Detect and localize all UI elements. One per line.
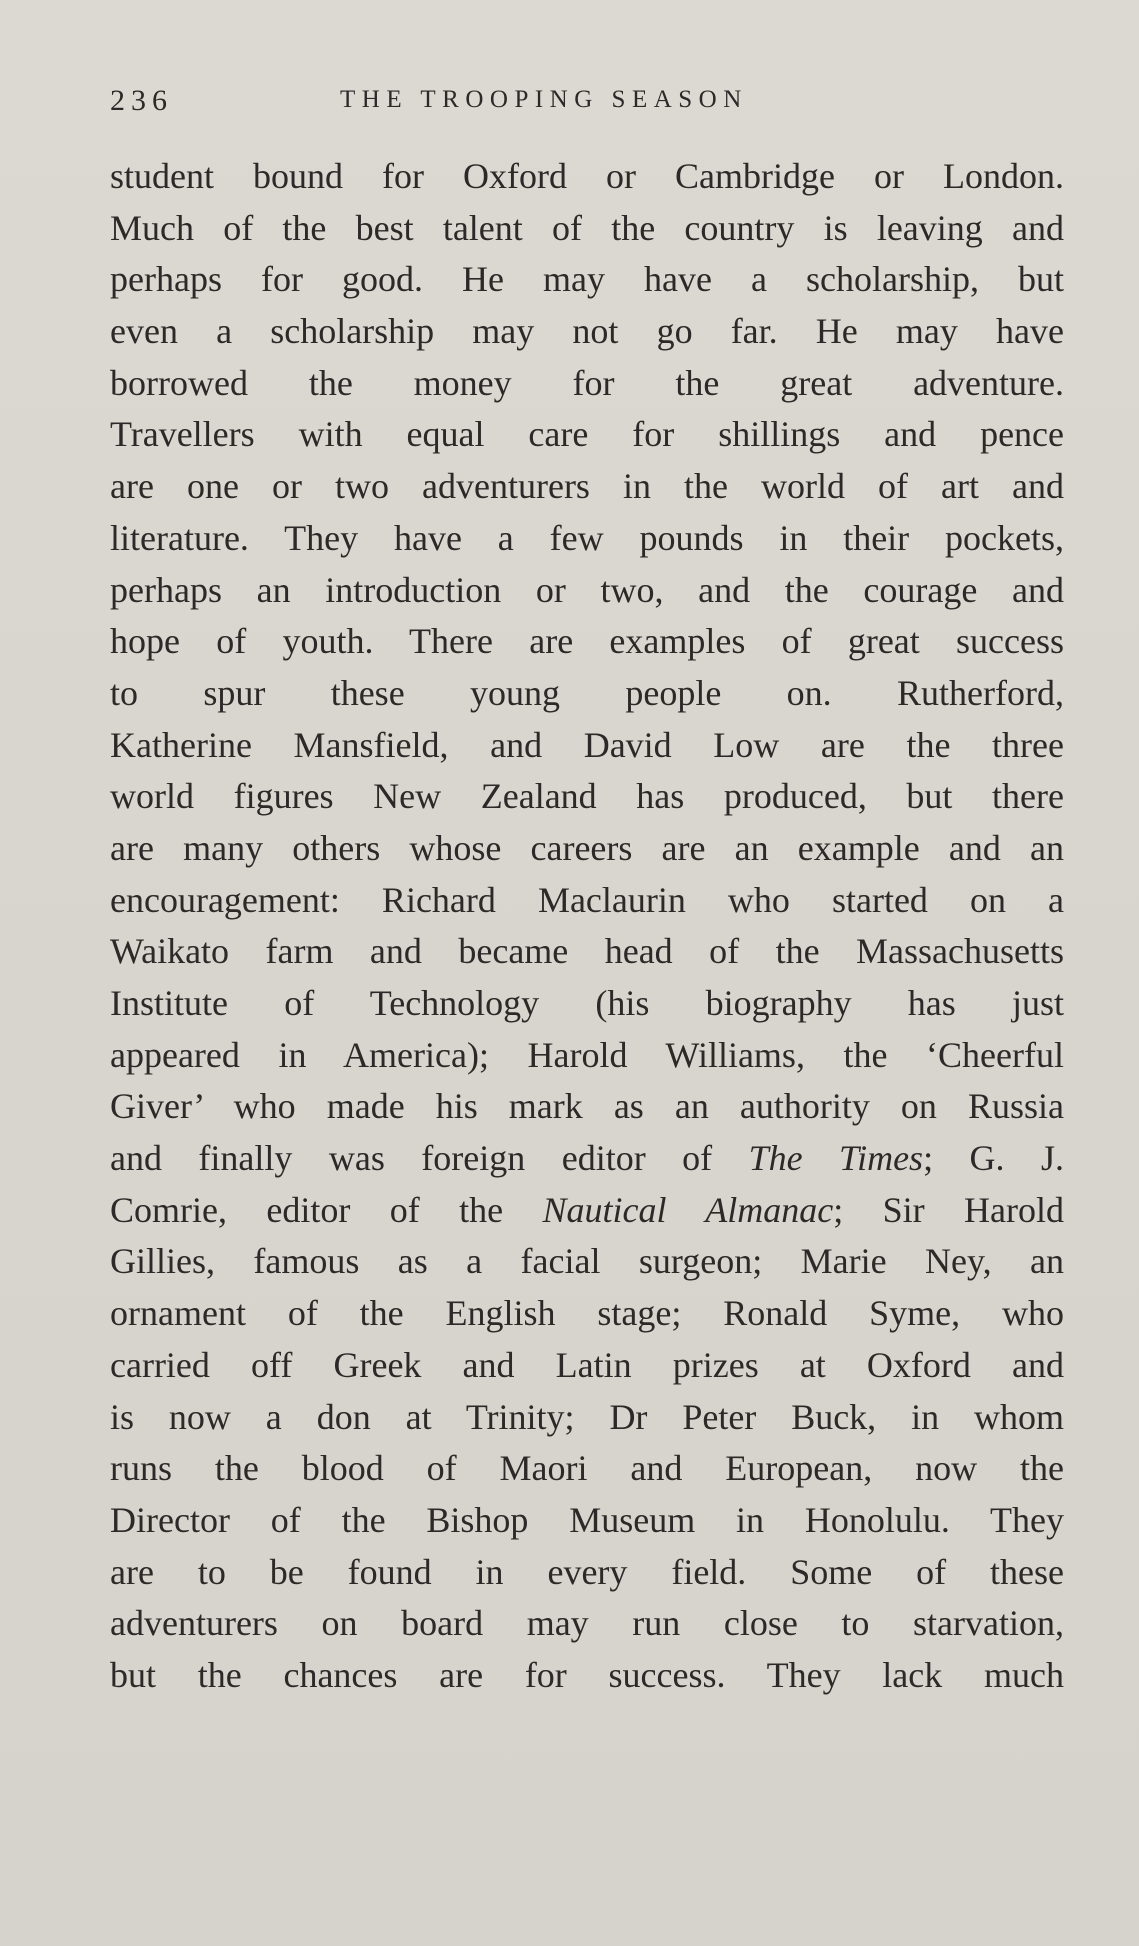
- text-line: [110, 719, 1064, 771]
- text-segment: Institute of Technology (his biography has just: [110, 983, 1064, 1023]
- text-segment: perhaps for good. He may have a scholarship, but: [110, 259, 1064, 300]
- text-line: [110, 1029, 1064, 1081]
- text-segment: Katherine Mansfield, and David Low are the three: [110, 724, 1064, 765]
- text-line: [110, 305, 1064, 357]
- text-line: [110, 1391, 1064, 1443]
- text-line: [110, 460, 1064, 512]
- text-segment: student bound for Oxford or Cambridge or London.: [110, 156, 1064, 196]
- text-line: [110, 770, 1064, 822]
- text-line: [110, 357, 1064, 409]
- text-segment: appeared in America); Harold Williams, the ‘Cheerful: [110, 1034, 1064, 1075]
- text-line: [110, 1597, 1064, 1649]
- text-segment: carried off Greek and Latin prizes at Oxford and: [110, 1344, 1064, 1385]
- text-line: [110, 1184, 1064, 1236]
- text-line: [110, 408, 1064, 460]
- text-segment: Director of the Bishop Museum in Honolulu. They: [110, 1499, 1064, 1540]
- text-line: [110, 822, 1064, 874]
- text-segment: Travellers with equal care for shillings and pence: [110, 414, 1064, 455]
- text-segment: Much of the best talent of the country is leaving and: [110, 207, 1064, 248]
- text-line: [110, 150, 1064, 202]
- italic-title: Nautical Almanac: [542, 1189, 834, 1230]
- text-segment: perhaps an introduction or two, and the courage and: [110, 569, 1064, 610]
- text-line: [110, 925, 1064, 977]
- text-segment: are many others whose careers are an example and an: [110, 827, 1064, 868]
- text-line: [110, 1339, 1064, 1391]
- text-segment: hope of youth. There are examples of great success: [110, 621, 1064, 662]
- text-segment: ornament of the English stage; Ronald Syme, who: [110, 1293, 1064, 1334]
- text-line: [110, 1442, 1064, 1494]
- text-segment: ; G. J.: [923, 1138, 1064, 1179]
- text-line: [110, 512, 1064, 564]
- text-line: [110, 1132, 1064, 1184]
- text-line: [110, 202, 1064, 254]
- italic-title: The Times: [748, 1138, 924, 1179]
- text-segment: runs the blood of Maori and European, now the: [110, 1448, 1064, 1489]
- text-segment: are to be found in every field. Some of these: [110, 1551, 1064, 1592]
- text-line: [110, 1494, 1064, 1546]
- text-segment: are one or two adventurers in the world of art and: [110, 466, 1064, 507]
- text-line: [110, 615, 1064, 667]
- text-segment: literature. They have a few pounds in their pockets,: [110, 517, 1064, 558]
- page-number: 236: [110, 84, 173, 117]
- text-segment: Gillies, famous as a facial surgeon; Marie Ney, an: [110, 1241, 1064, 1282]
- text-segment: but the chances are for success. They lack much: [110, 1654, 1064, 1695]
- text-segment: and finally was foreign editor of: [110, 1138, 749, 1179]
- text-segment: world figures New Zealand has produced, but there: [110, 776, 1064, 817]
- text-segment: borrowed the money for the great adventure.: [110, 362, 1064, 403]
- text-line: [110, 874, 1064, 926]
- text-segment: encouragement: Richard Maclaurin who started on a: [110, 879, 1064, 920]
- body-text: [110, 150, 1064, 1701]
- text-segment: to spur these young people on. Rutherford,: [110, 672, 1064, 713]
- running-title: THE TROOPING SEASON: [340, 86, 748, 113]
- text-line: [110, 977, 1064, 1029]
- running-head: [110, 84, 1060, 124]
- text-segment: Giver’ who made his mark as an authority on Russia: [110, 1086, 1064, 1127]
- text-segment: is now a don at Trinity; Dr Peter Buck, in whom: [110, 1396, 1064, 1437]
- text-line: [110, 253, 1064, 305]
- text-segment: adventurers on board may run close to starvation,: [110, 1603, 1064, 1644]
- text-segment: even a scholarship may not go far. He may have: [110, 311, 1064, 352]
- text-segment: Comrie, editor of the: [110, 1189, 543, 1230]
- text-line: [110, 1080, 1064, 1132]
- text-line: [110, 667, 1064, 719]
- text-line: [110, 564, 1064, 616]
- text-line: [110, 1649, 1064, 1701]
- text-line: [110, 1287, 1064, 1339]
- text-line: [110, 1235, 1064, 1287]
- text-segment: Waikato farm and became head of the Massachusetts: [110, 931, 1064, 972]
- text-segment: ; Sir Harold: [833, 1189, 1064, 1230]
- text-line: [110, 1546, 1064, 1598]
